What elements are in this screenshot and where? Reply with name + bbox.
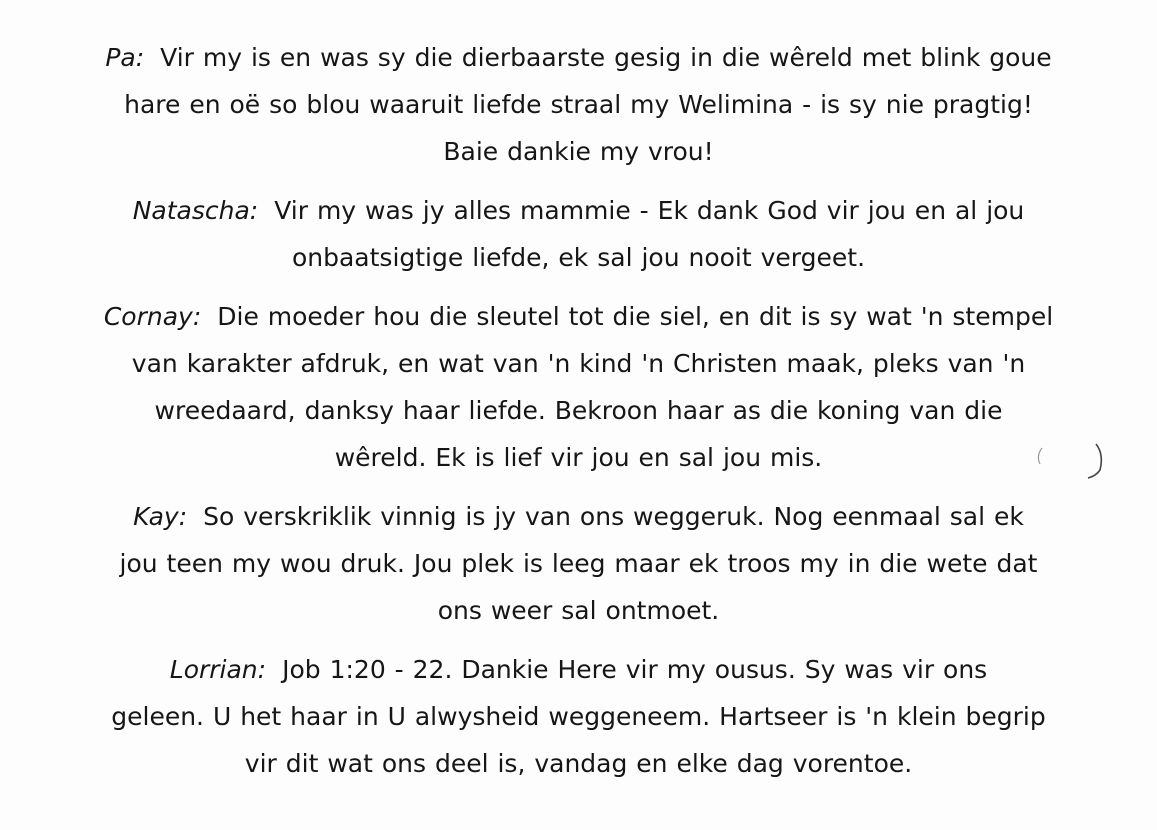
paragraph-line: van karakter afdruk, en wat van 'n kind 'n Christen maak, pleks van 'n xyxy=(131,349,1026,378)
paragraph-text: Die moeder hou die sleutel tot die siel, en dit is sy wat 'n stempel xyxy=(217,302,1054,331)
tribute-paragraph-kay xyxy=(30,493,1127,634)
paragraph-line: onbaatsigtige liefde, ek sal jou nooit vergeet. xyxy=(291,243,866,272)
paragraph-line xyxy=(30,34,1127,81)
document-body xyxy=(30,34,1127,799)
paragraph-text: Job 1:20 - 22. Dankie Here vir my ousus. Sy was vir ons xyxy=(282,655,988,684)
paragraph-line: ons weer sal ontmoet. xyxy=(437,596,720,625)
paragraph-line: hare en oë so blou waaruit liefde straal my Welimina - is sy nie pragtig! xyxy=(124,90,1033,119)
speaker-name: Lorrian: xyxy=(169,655,267,684)
paragraph-line: geleen. U het haar in U alwysheid weggeneem. Hartseer is 'n klein begrip xyxy=(111,702,1046,731)
scan-smudge-mark xyxy=(1030,440,1120,490)
tribute-paragraph-lorrian xyxy=(30,646,1127,787)
speaker-name: Cornay: xyxy=(103,302,202,331)
tribute-paragraph-cornay xyxy=(30,293,1127,481)
paragraph-line xyxy=(30,646,1127,693)
paragraph-line xyxy=(30,187,1127,234)
paragraph-line xyxy=(30,293,1127,340)
paragraph-line: wreedaard, danksy haar liefde. Bekroon haar as die koning van die xyxy=(154,396,1003,425)
tribute-paragraph-pa xyxy=(30,34,1127,175)
paragraph-line: jou teen my wou druk. Jou plek is leeg maar ek troos my in die wete dat xyxy=(119,549,1038,578)
speaker-name: Natascha: xyxy=(132,196,259,225)
paragraph-line: Baie dankie my vrou! xyxy=(443,137,714,166)
paragraph-line: wêreld. Ek is lief vir jou en sal jou mis. xyxy=(334,443,823,472)
speaker-name: Pa: xyxy=(105,43,145,72)
paragraph-line xyxy=(30,493,1127,540)
speaker-name: Kay: xyxy=(133,502,188,531)
paragraph-line: vir dit wat ons deel is, vandag en elke dag vorentoe. xyxy=(244,749,913,778)
paragraph-text: Vir my is en was sy die dierbaarste gesig in die wêreld met blink goue xyxy=(160,43,1052,72)
tribute-paragraph-natascha xyxy=(30,187,1127,281)
paragraph-text: So verskriklik vinnig is jy van ons weggeruk. Nog eenmaal sal ek xyxy=(203,502,1024,531)
paragraph-text: Vir my was jy alles mammie - Ek dank God vir jou en al jou xyxy=(274,196,1025,225)
